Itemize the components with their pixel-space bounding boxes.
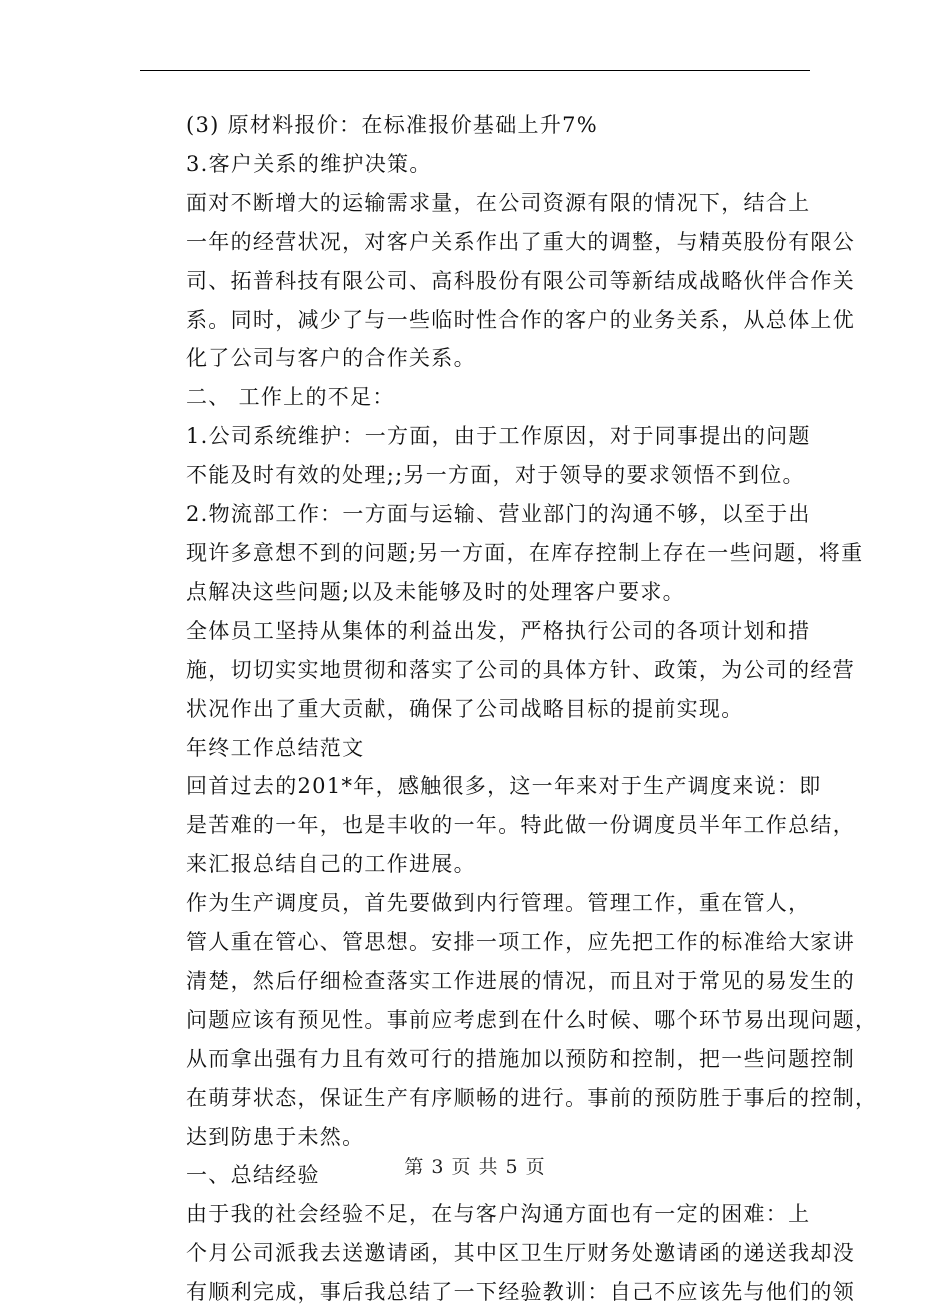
text-line: 一、总结经验 — [186, 1163, 320, 1188]
paragraph — [140, 1195, 855, 1312]
text-line: 由于我的社会经验不足，在与客户沟通方面也有一定的困难：上 — [186, 1202, 811, 1227]
text-line: 2.物流部工作：一方面与运输、营业部门的沟通不够，以至于出 — [186, 502, 811, 527]
paragraph — [140, 612, 855, 729]
text-line: 个月公司派我去送邀请函，其中区卫生厅财务处邀请函的递送我却没 — [186, 1241, 855, 1266]
paragraph — [140, 145, 812, 184]
text-line: 作为生产调度员，首先要做到内行管理。管理工作，重在管人， — [186, 891, 811, 916]
text-line: 状况作出了重大贡献，确保了公司战略目标的提前实现。 — [186, 696, 744, 721]
text-line: 问题应该有预见性。事前应考虑到在什么时候、哪个环节易出现问题， — [186, 1007, 878, 1032]
text-line: 1.公司系统维护：一方面，由于工作原因，对于同事提出的问题 — [186, 424, 811, 449]
document-body — [140, 106, 878, 1312]
paragraph — [140, 495, 864, 612]
text-line: 达到防患于未然。 — [186, 1124, 365, 1149]
text-line: 是苦难的一年，也是丰收的一年。特此做一份调度员半年工作总结， — [186, 813, 855, 838]
text-line: 3.客户关系的维护决策。 — [186, 151, 432, 176]
text-line: 全体员工坚持从集体的利益出发，严格执行公司的各项计划和措 — [186, 618, 811, 643]
text-line: 施，切切实实地贯彻和落实了公司的具体方针、政策，为公司的经营 — [186, 657, 855, 682]
text-line: 面对不断增大的运输需求量，在公司资源有限的情况下，结合上 — [186, 190, 811, 215]
header-rule — [140, 70, 810, 71]
paragraph — [140, 417, 812, 495]
text-line: 有顺利完成，事后我总结了一下经验教训：自己不应该先与他们的领 — [186, 1280, 855, 1305]
text-line: 从而拿出强有力且有效可行的措施加以预防和控制，把一些问题控制 — [186, 1046, 855, 1071]
paragraph — [140, 106, 812, 145]
text-line: 化了公司与客户的合作关系。 — [186, 346, 476, 371]
text-line: 清楚，然后仔细检查落实工作进展的情况，而且对于常见的易发生的 — [186, 968, 855, 993]
paragraph — [140, 884, 878, 1156]
paragraph — [140, 378, 812, 417]
text-line: 年终工作总结范文 — [186, 735, 365, 760]
paragraph — [140, 184, 855, 379]
text-line: 司、拓普科技有限公司、高科股份有限公司等新结成战略伙伴合作关 — [186, 268, 855, 293]
text-line: 点解决这些问题;以及未能够及时的处理客户要求。 — [186, 579, 685, 604]
text-line: 在萌芽状态，保证生产有序顺畅的进行。事前的预防胜于事后的控制， — [186, 1085, 878, 1110]
text-line: 一年的经营状况，对客户关系作出了重大的调整，与精英股份有限公 — [186, 229, 855, 254]
text-line: 回首过去的201*年，感触很多，这一年来对于生产调度来说：即 — [186, 774, 822, 799]
text-line: 系。同时，减少了与一些临时性合作的客户的业务关系，从总体上优 — [186, 307, 855, 332]
text-line: 二、 工作上的不足： — [186, 385, 395, 410]
page-number: 第 3 页 共 5 页 — [404, 1156, 546, 1178]
paragraph — [140, 729, 812, 768]
text-line: 来汇报总结自己的工作进展。 — [186, 852, 476, 877]
text-line: 不能及时有效的处理;;另一方面，对于领导的要求领悟不到位。 — [186, 463, 805, 488]
text-line: (3) 原材料报价：在标准报价基础上升7% — [186, 113, 599, 137]
text-line: 现许多意想不到的问题;另一方面，在库存控制上存在一些问题，将重 — [186, 540, 864, 565]
paragraph — [140, 767, 855, 884]
text-line: 管人重在管心、管思想。安排一项工作，应先把工作的标准给大家讲 — [186, 930, 855, 955]
